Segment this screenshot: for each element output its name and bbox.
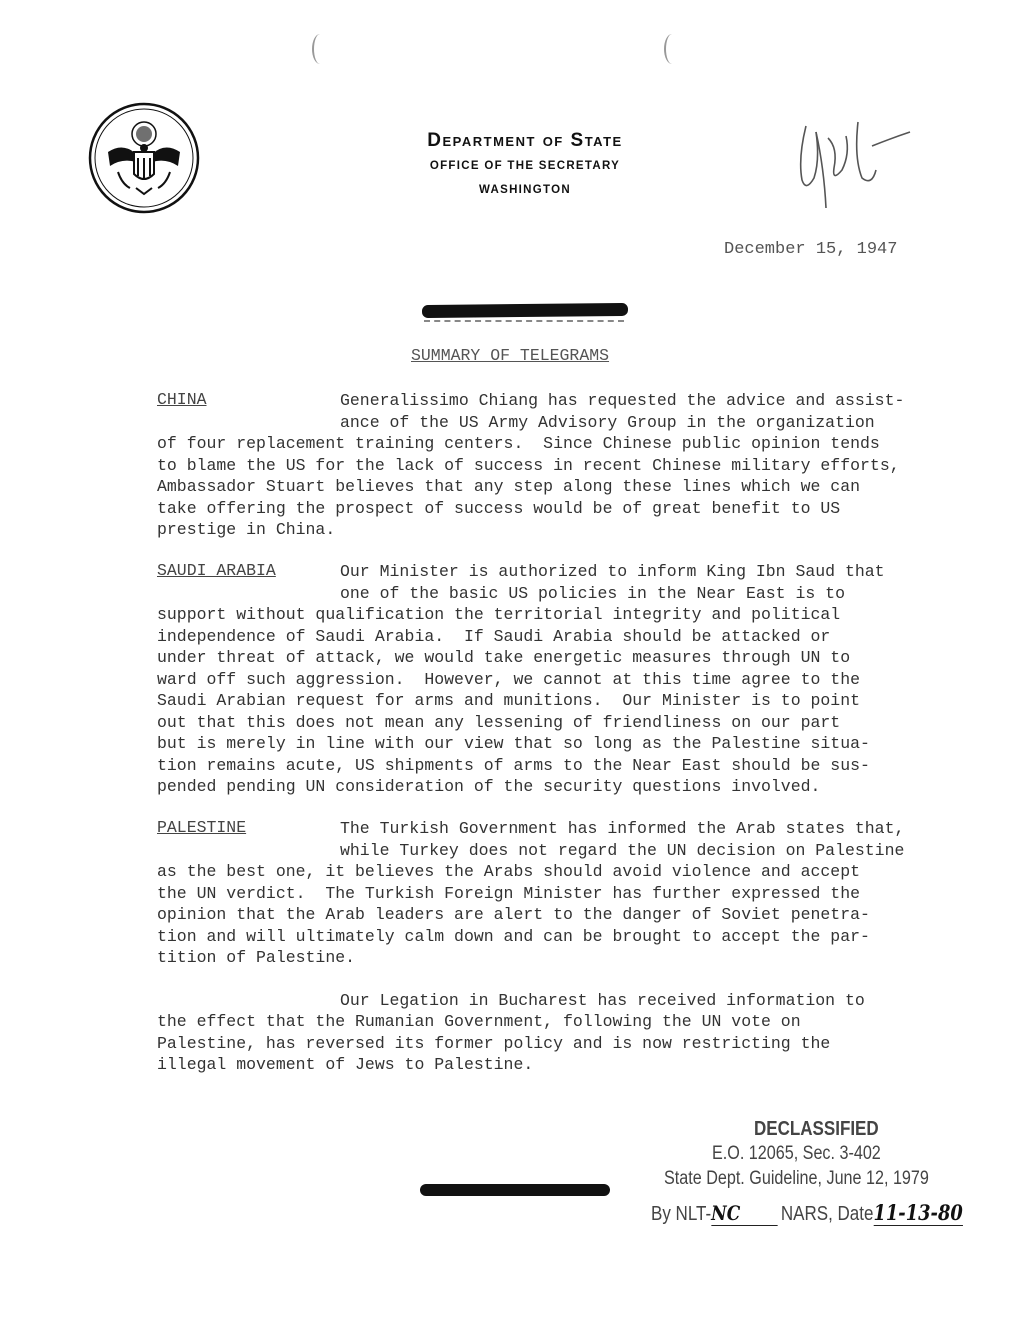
text-line: illegal movement of Jews to Palestine. bbox=[157, 1055, 534, 1074]
text-line: take offering the prospect of success would be of great benefit to US bbox=[157, 498, 841, 518]
text-line: ance of the US Army Advisory Group in the organization bbox=[340, 412, 875, 432]
margin-mark bbox=[664, 34, 680, 64]
text-line: tion and will ultimately calm down and can be brought to accept the par- bbox=[157, 926, 870, 946]
city-line: WASHINGTON bbox=[478, 184, 571, 196]
section-heading-saudi-arabia: SAUDI ARABIA bbox=[157, 561, 276, 580]
closing-paragraph-cont bbox=[157, 1011, 830, 1076]
text-line: as the best one, it believes the Arabs should avoid violence and accept bbox=[157, 862, 861, 881]
text-line: support without qualification the territorial integrity and political bbox=[157, 605, 841, 624]
redaction-bar bbox=[420, 1184, 610, 1196]
text-line: one of the basic US policies in the Near East is to bbox=[340, 583, 845, 603]
text-line: tion remains acute, US shipments of arms to the Near East should be sus- bbox=[157, 755, 870, 775]
text-line: pended pending UN consideration of the security questions involved. bbox=[157, 777, 821, 796]
handwritten-initials bbox=[780, 108, 920, 218]
nars-label: NARS, Date bbox=[780, 1203, 874, 1225]
text-line: Generalissimo Chiang has requested the advice and assist- bbox=[340, 391, 905, 410]
text-line: ward off such aggression. However, we cannot at this time agree to the bbox=[157, 669, 861, 689]
section-body-china-cont bbox=[157, 433, 900, 541]
by-prefix: By NLT- bbox=[651, 1203, 712, 1225]
declassified-guideline: State Dept. Guideline, June 12, 1979 bbox=[664, 1168, 929, 1189]
by-initials: NC bbox=[711, 1201, 777, 1226]
section-heading-palestine: PALESTINE bbox=[157, 818, 247, 837]
section-body-saudi-arabia bbox=[340, 561, 885, 604]
text-line: Our Legation in Bucharest has received information to bbox=[340, 991, 865, 1010]
text-line: of four replacement training centers. Since Chinese public opinion tends bbox=[157, 434, 880, 453]
text-line: Our Minister is authorized to inform King Ibn Saud that bbox=[340, 562, 885, 581]
section-heading-china: CHINA bbox=[157, 390, 207, 409]
section-body-saudi-arabia-cont bbox=[157, 604, 870, 798]
text-line: Ambassador Stuart believes that any step along these lines which we can bbox=[157, 477, 861, 496]
department-title: Department of State bbox=[427, 130, 623, 151]
text-line: The Turkish Government has informed the Arab states that, bbox=[340, 819, 905, 838]
section-body-palestine-cont bbox=[157, 861, 870, 969]
redaction-bar bbox=[422, 303, 628, 318]
text-line: the UN verdict. The Turkish Foreign Minister has further expressed the bbox=[157, 883, 861, 903]
office-line: OFFICE OF THE SECRETARY bbox=[429, 160, 621, 172]
text-line: opinion that the Arab leaders are alert to the danger of Soviet penetra- bbox=[157, 905, 870, 924]
text-line: to blame the US for the lack of success in recent Chinese military efforts, bbox=[157, 455, 900, 475]
declassified-eo: E.O. 12065, Sec. 3-402 bbox=[712, 1143, 881, 1164]
text-line: Palestine, has reversed its former policy and is now restricting the bbox=[157, 1033, 831, 1053]
closing-paragraph bbox=[340, 990, 865, 1012]
classification-dashes bbox=[424, 320, 624, 326]
text-line: Saudi Arabian request for arms and munitions. Our Minister is to point bbox=[157, 691, 861, 710]
text-line: the effect that the Rumanian Government, following the UN vote on bbox=[157, 1012, 801, 1031]
section-body-palestine bbox=[340, 818, 904, 861]
text-line: prestige in China. bbox=[157, 520, 336, 539]
document-date: December 15, 1947 bbox=[724, 240, 898, 259]
declassified-date: 11-13-80 bbox=[873, 1200, 963, 1225]
department-seal-icon bbox=[88, 102, 200, 214]
text-line: out that this does not mean any lessening of friendliness on our part bbox=[157, 712, 841, 732]
text-line: while Turkey does not regard the UN decision on Palestine bbox=[340, 840, 905, 860]
declassified-authority bbox=[651, 1200, 963, 1226]
text-line: tition of Palestine. bbox=[157, 948, 356, 967]
text-line: independence of Saudi Arabia. If Saudi Arabia should be attacked or bbox=[157, 626, 831, 646]
section-body-china bbox=[340, 390, 904, 433]
document-title: SUMMARY OF TELEGRAMS bbox=[411, 346, 610, 365]
text-line: but is merely in line with our view that so long as the Palestine situa- bbox=[157, 734, 870, 753]
declassified-label: DECLASSIFIED bbox=[754, 1118, 879, 1140]
margin-mark bbox=[312, 34, 328, 64]
text-line: under threat of attack, we would take energetic measures through UN to bbox=[157, 648, 851, 667]
